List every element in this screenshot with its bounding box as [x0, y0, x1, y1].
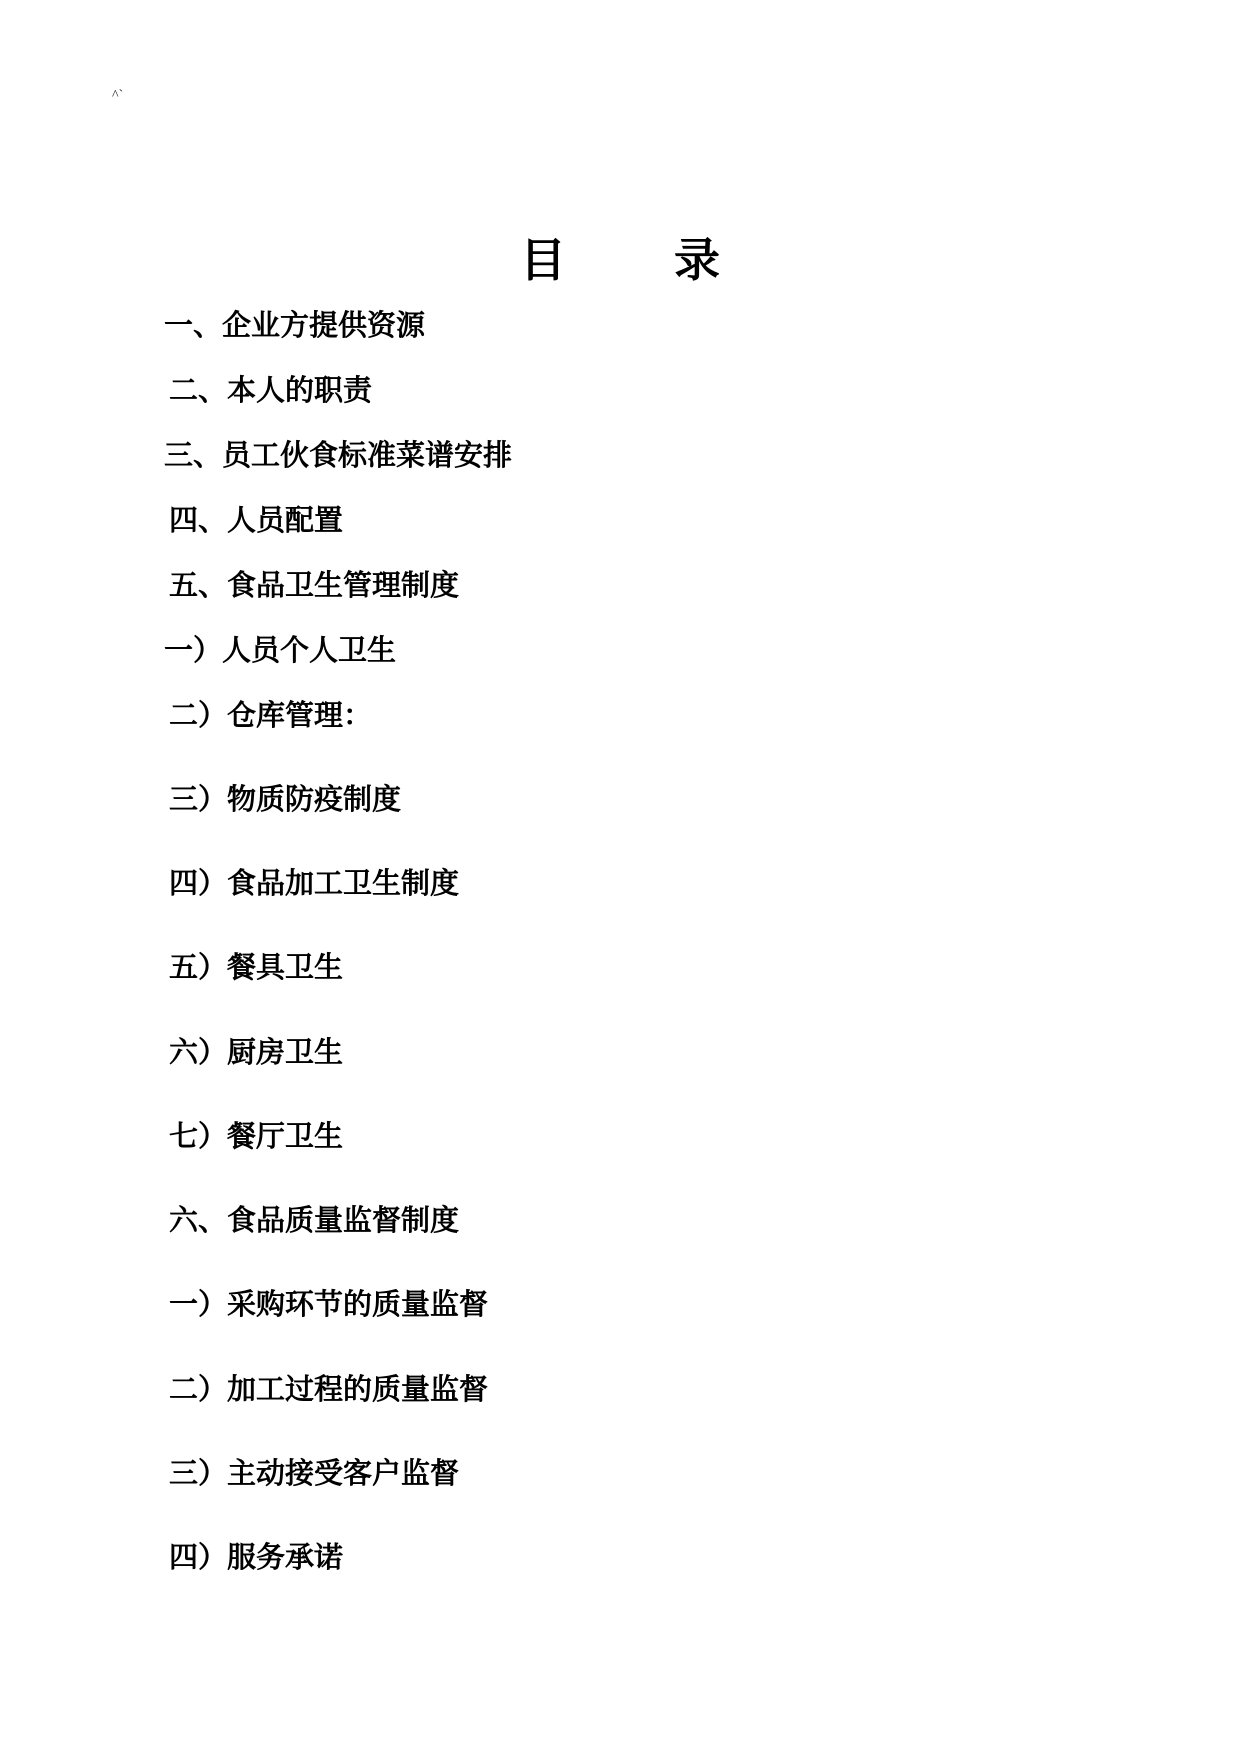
toc-item-9: 四）食品加工卫生制度	[169, 866, 460, 900]
toc-item-8: 三）物质防疫制度	[169, 782, 402, 816]
toc-item-10: 五）餐具卫生	[169, 950, 344, 984]
page-title-char-1: 目	[520, 233, 566, 287]
toc-item-12: 七）餐厅卫生	[169, 1119, 344, 1153]
toc-item-2: 二、本人的职责	[169, 373, 373, 407]
toc-item-15: 二）加工过程的质量监督	[169, 1372, 489, 1406]
toc-item-11: 六）厨房卫生	[169, 1035, 344, 1069]
corner-mark: ^`	[112, 88, 124, 103]
page-title-char-2: 录	[674, 233, 720, 287]
toc-item-4: 四、人员配置	[169, 503, 344, 537]
toc-item-14: 一）采购环节的质量监督	[169, 1287, 489, 1321]
toc-item-17: 四）服务承诺	[169, 1540, 344, 1574]
toc-item-7: 二）仓库管理：	[169, 698, 373, 732]
toc-item-1: 一、企业方提供资源	[164, 308, 426, 342]
toc-item-13: 六、食品质量监督制度	[169, 1203, 460, 1237]
toc-item-16: 三）主动接受客户监督	[169, 1456, 460, 1490]
toc-item-6: 一）人员个人卫生	[164, 633, 397, 667]
toc-item-3: 三、员工伙食标准菜谱安排	[164, 438, 513, 472]
toc-item-5: 五、食品卫生管理制度	[169, 568, 460, 602]
